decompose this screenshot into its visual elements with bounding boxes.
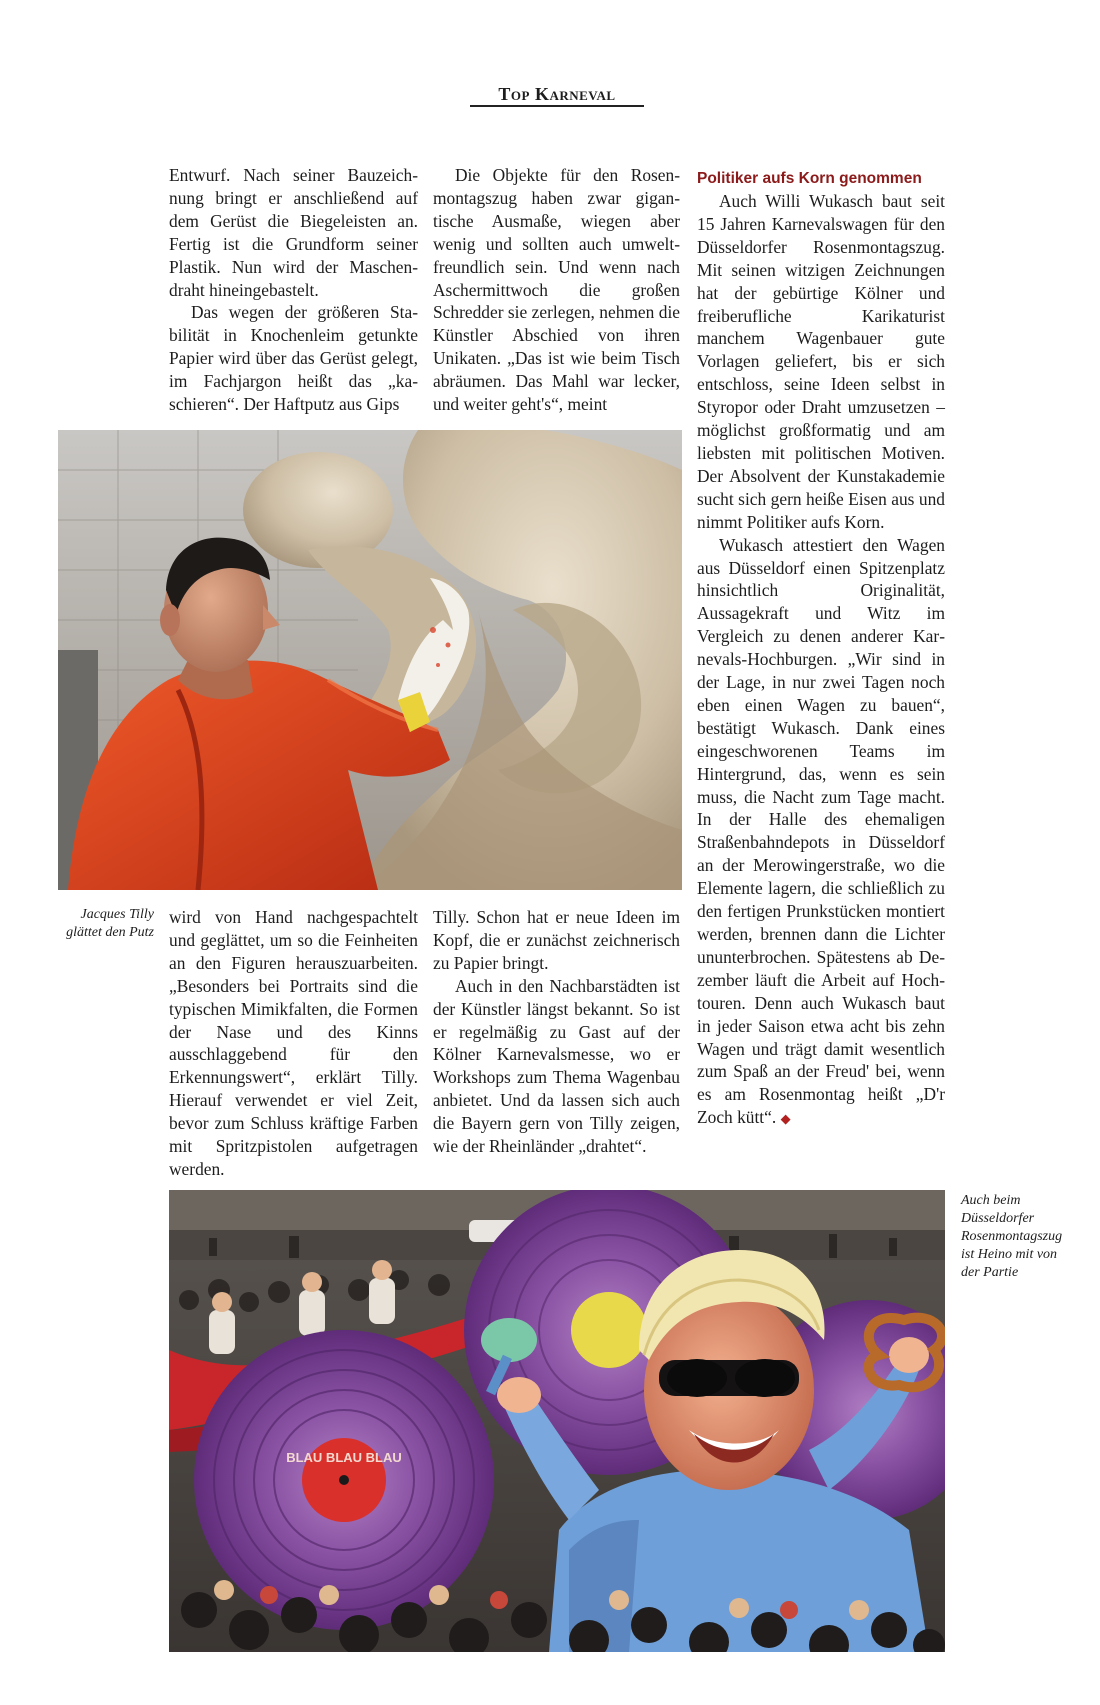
paragraph: Auch Willi Wukasch baut seit 15 Jahren Karnevalswagen für den Düsseldorfer Rosenmontagszug. Mit seinen witzigen Zeichnungen hat der gebürtige Kölner und freiberufliche Karikaturist manchem Wagenbauer gute Vorlagen geliefert, bis er sich entschloss, seine Ideen selbst in Styropor oder Draht umzusetzen – möglichst großformatig und am liebsten mit politischen Motiven. Der Absolvent der Kunstakademie sucht sich gern heiße Eisen aus und nimmt Politiker aufs Korn.	[697, 191, 945, 532]
column-3	[697, 168, 945, 1131]
caption-photo-heino: Auch beim Düsseldorfer Rosenmontagszug ist Heino mit von der Partie	[961, 1193, 1063, 1280]
paragraph: Das wegen der größeren Stabilität in Knochenleim getunkte Papier wird über das Gerüst gelegt, im Fachjargon heißt das „kaschieren“. Der Haftputz aus Gips	[169, 302, 418, 415]
end-mark-icon: ◆	[780, 1111, 791, 1127]
record-label-text: BLAU BLAU BLAU	[286, 1450, 402, 1465]
paragraph: wird von Hand nachgespachtelt und geglättet, um so die Feinheiten an den Figuren herauszuarbeiten. „Besonders bei Portraits sind die typischen Mimikfalten, die Formen der Nase und des Kinns ausschlaggebend für den Erkennungswert“, erklärt Tilly. Hierauf verwendet er viel Zeit, bevor zum Schluss kräftige Farben mit Spritzpistolen aufgetragen werden.	[169, 907, 418, 1179]
paragraph: Auch in den Nachbarstädten ist der Künstler längst bekannt. So ist er regelmäßig zu Gast auf der Kölner Karnevalsmesse, wo er Workshops zum Thema Wagenbau anbietet. Und da lassen sich auch die Bayern gern von Tilly zeigen, wie der Rheinländer „drahtet“.	[433, 975, 680, 1157]
subheading: Politiker aufs Korn genommen	[697, 170, 922, 187]
photo-heino-float	[169, 1190, 945, 1652]
column-1-top	[169, 164, 418, 416]
paragraph: Entwurf. Nach seiner Bauzeichnung bringt er anschließend auf dem Gerüst die Biegeleisten an. Fertig ist die Grundform seiner Plastik. Nun wird der Maschendraht hineingebastelt.	[169, 165, 418, 300]
header-rule	[470, 105, 644, 107]
paragraph: Tilly. Schon hat er neue Ideen im Kopf, die er zunächst zeichnerisch zu Papier bringt.	[433, 907, 680, 973]
photo-heino-float-illustration	[169, 1190, 945, 1652]
photo-sculptor	[58, 430, 682, 890]
photo-sculptor-illustration	[58, 430, 682, 890]
paragraph-last	[697, 534, 945, 1132]
caption-photo-sculptor: Jacques Tilly glättet den Putz	[66, 907, 154, 940]
section-header: Top Karneval	[498, 84, 616, 104]
column-2-bottom	[433, 906, 680, 1158]
paragraph-text: Wukasch attestiert den Wagen aus Düsseldorf einen Spitzenplatz hinsichtlich Originalität, Aussagekraft und Witz im Vergleich zu denen anderer Karnevals-Hochburgen. „Wir sind in der Lage, in nur zwei Tagen noch eben einen Wagen zu bauen“, bestätigt Wukasch. Dank eines eingeschworenen Teams im Hintergrund, das, wenn es sein muss, die Nacht zum Tage macht. In der Halle des ehemaligen Straßenbahndepots in Düsseldorf an der Merowingerstraße, wo die Elemente lagern, die schließlich zu den fertigen Prunkstücken montiert werden, brennen dann die Lichter ununterbrochen. Spätestens ab Dezember läuft die Arbeit auf Hochtouren. Denn auch Wukasch baut in jeder Saison etwa acht bis zehn Wagen und trägt damit wesentlich zum Spaß an der Freud' bei, wenn es am Rosenmontag heißt „D'r Zoch kütt“.	[697, 534, 945, 1128]
column-2-top	[433, 164, 680, 416]
paragraph: Die Objekte für den Rosenmontagszug haben zwar gigantische Ausmaße, wiegen aber wenig und sollten auch umweltfreundlich sein. Und wenn nach Aschermittwoch die großen Schredder sie zerlegen, nehmen die Künstler Abschied von ihren Unikaten. „Das ist wie beim Tisch abräumen. Das Mahl war lecker, und weiter geht's“, meint	[433, 165, 680, 415]
column-1-bottom	[169, 906, 418, 1181]
